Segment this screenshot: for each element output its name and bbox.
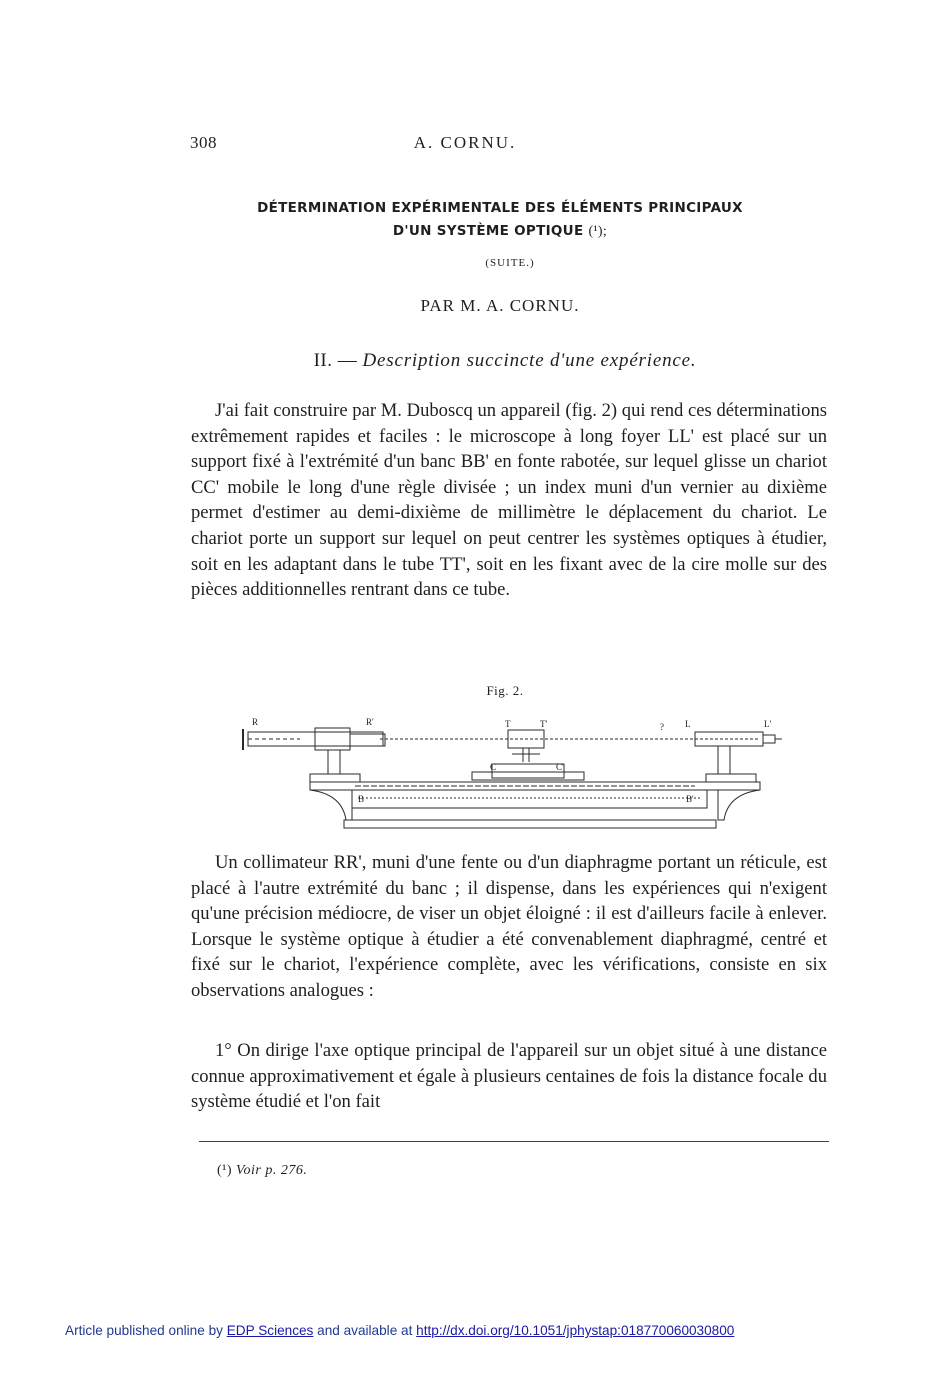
suite-label: (SUITE.) [485,257,535,269]
label-T: T [505,719,511,729]
label-C: C [490,762,497,772]
running-head: A. CORNU. [413,133,517,152]
section-number: II. — [313,350,358,371]
footnote-mark: (¹) [217,1163,233,1178]
figure-caption: Fig. 2. [486,683,524,698]
footnote [217,1163,307,1179]
byline: PAR M. A. CORNU. [420,296,580,315]
label-L-prime: L' [764,719,772,729]
label-question: ? [660,722,664,732]
section-heading [0,350,930,372]
label-L: L [685,719,691,729]
label-B-prime: B' [686,794,694,804]
publisher-prefix: Article published online by [65,1323,223,1338]
publisher-link[interactable]: EDP Sciences [226,1323,314,1338]
label-R: R [252,717,259,727]
label-B: B [358,794,365,804]
paragraph-2: Un collimateur RR', muni d'une fente ou d'un diaphragme portant un réticule, est placé à l'autre extrémité du banc ; il dispense, dans les expériences qui n'exigent qu'une précision médiocre, de viser un objet éloigné : il est d'ailleurs facile à enlever. Lorsque le système optique à étudier a été convenablement diaphragmé, centré et fixé sur le chariot, l'expérience complète, avec les vérifications, consiste en six observations analogues : [191,852,827,1001]
publisher-middle: and available at [317,1323,413,1338]
article-title-line-2 [0,223,930,240]
title-footnote-mark: (¹); [588,224,608,239]
paragraph-1: J'ai fait construire par M. Duboscq un appareil (fig. 2) qui rend ces déterminations extrêmement rapides et faciles : le microscope à long foyer LL' est placé sur un support fixé à l'extrémité d'un banc BB' en fonte rabotée, sur lequel glisse un chariot CC' mobile le long d'une règle divisée ; un index muni d'un vernier au dixième permet d'estimer au demi-dixième de millimètre le déplacement du chariot. Le chariot porte un support sur lequel on peut centrer les systèmes optiques à étudier, soit en les adaptant dans le tube TT', soit en les fixant avec de la cire molle sur des pièces additionnelles rentrant dans ce tube. [191,400,827,601]
label-C-prime: C' [556,762,564,772]
label-T-prime: T' [540,719,548,729]
doi-link[interactable]: http://dx.doi.org/10.1051/jphystap:018770060030800 [416,1323,735,1338]
label-R-prime: R' [366,717,374,727]
footnote-text: Voir p. 276. [236,1163,308,1178]
publisher-line [65,1323,734,1338]
paragraph-3: 1° On dirige l'axe optique principal de l'appareil sur un objet situé à une distance connue approximativement et égale à plusieurs centaines de fois la distance focale du système étudié et l'on fait [191,1040,827,1113]
apparatus-figure [240,712,785,834]
article-title-line-2-text: D'UN SYSTÈME OPTIQUE [392,223,584,239]
article-title-line-1: DÉTERMINATION EXPÉRIMENTALE DES ÉLÉMENTS PRINCIPAUX [257,200,743,216]
section-title: Description succincte d'une expérience. [362,350,697,371]
chariot-CC [492,764,564,778]
page-number: 308 [190,133,217,152]
footnote-rule [199,1141,829,1142]
